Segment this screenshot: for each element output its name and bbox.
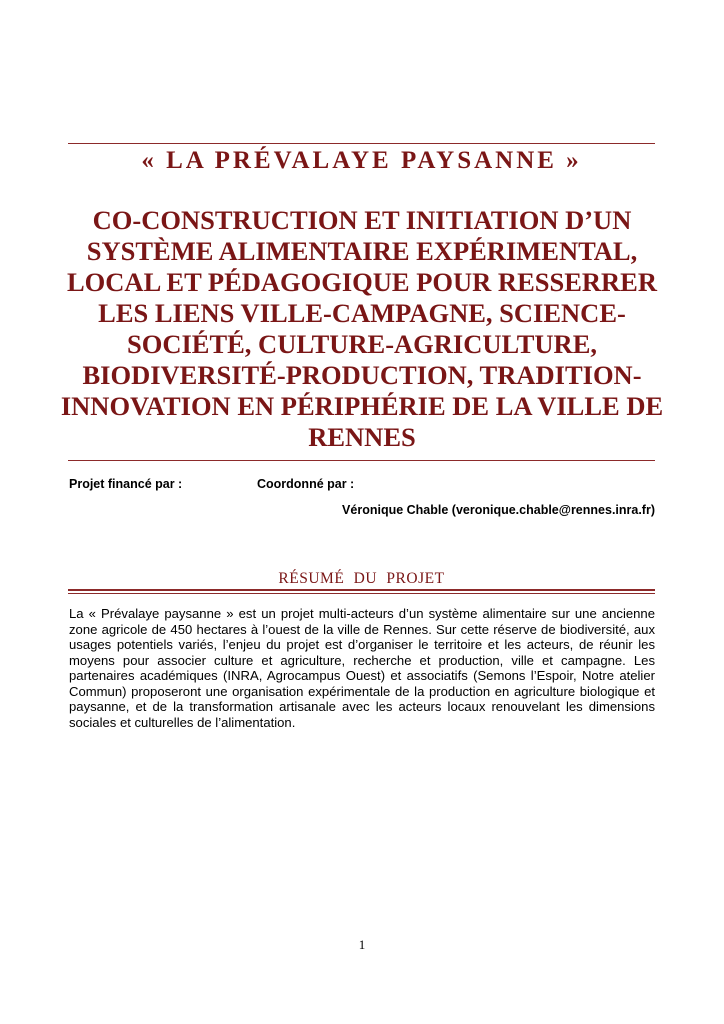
summary-paragraph: La « Prévalaye paysanne » est un projet multi-acteurs d’un système alimentaire sur une ancienne zone agricole de 450 hectares à l’ouest de la ville de Rennes. Sur cette réserve de biodiversité, aux usages potentiels variés, l’enjeu du projet est d’organiser le territoire et les acteurs, de réunir les moyens pour associer culture et agriculture, recherche et production, ville et campagne. Les partenaires académiques (INRA, Agrocampus Ouest) et associatifs (Semons l’Espoir, Notre atelier Commun) proposeront une organisation expérimentale de la production en agriculture biologique et paysanne, et de la transformation artisanale avec les acteurs locaux renouvelant les dimensions sociales et culturelles de l’alimentation. (69, 606, 655, 730)
document-title: « LA PRÉVALAYE PAYSANNE » (141, 147, 582, 174)
summary-divider-thick (68, 589, 655, 591)
page-number: 1 (358, 937, 366, 952)
coordinated-by-label: Coordonné par : (257, 477, 355, 491)
top-divider (68, 143, 655, 144)
summary-divider-thin (68, 593, 655, 594)
title-divider (68, 460, 655, 461)
summary-heading: RÉSUMÉ DU PROJET (278, 570, 445, 587)
document-subtitle: CO-CONSTRUCTION ET INITIATION D’UN SYSTÈME ALIMENTAIRE EXPÉRIMENTAL, LOCAL ET PÉDAGOGIQUE POUR RESSERRER LES LIENS VILLE-CAMPAGNE, SCIENCE-SOCIÉTÉ, CULTURE-AGRICULTURE, BIODIVERSITÉ-PRODUCTION, TRADITION-INNOVATION EN PÉRIPHÉRIE DE LA VILLE DE RENNES (60, 205, 664, 452)
coordinator-contact: Véronique Chable (veronique.chable@rennes.inra.fr) (342, 503, 655, 517)
funded-by-label: Projet financé par : (69, 477, 183, 491)
